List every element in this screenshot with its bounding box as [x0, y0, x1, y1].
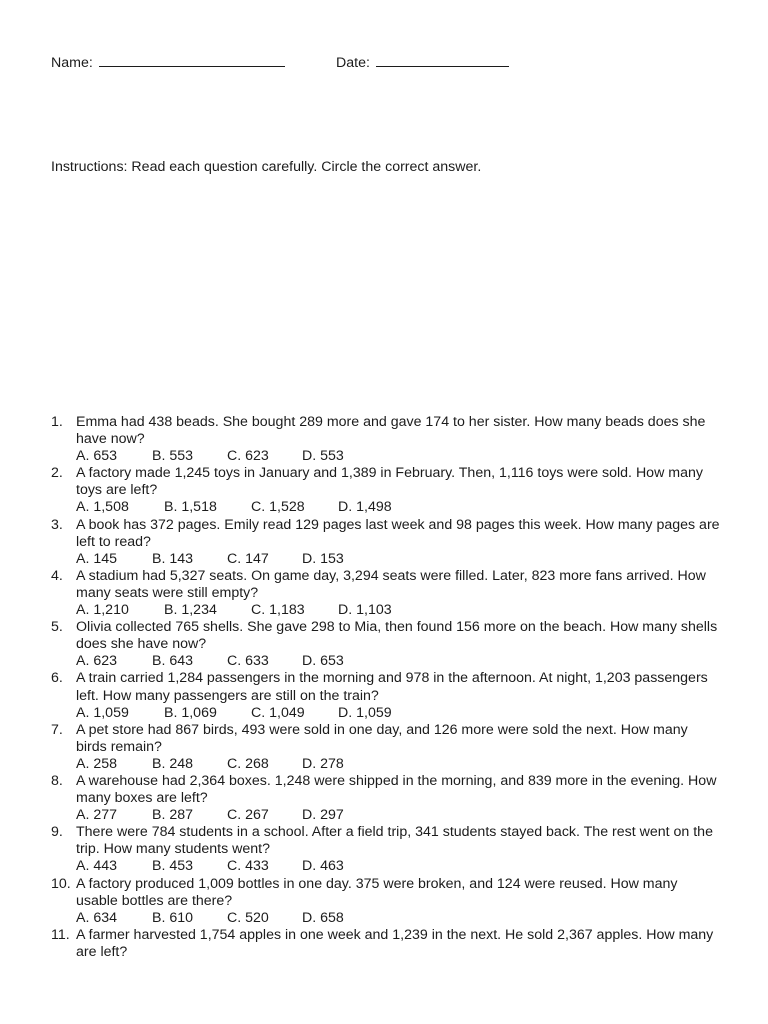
answer-option-d[interactable]: D. 153	[302, 550, 344, 567]
answer-option-a[interactable]: A. 443	[76, 858, 118, 875]
question-number: 3.	[51, 516, 63, 533]
question-text: Olivia collected 765 shells. She gave 298 to Mia, then found 156 more on the beach. How many shells does she have now?	[76, 619, 718, 653]
answer-option-a[interactable]: A. 1,508	[76, 499, 129, 516]
question-item	[51, 773, 721, 824]
question-item	[51, 465, 721, 516]
answer-option-b[interactable]: B. 643	[152, 653, 194, 670]
answer-options	[76, 448, 721, 465]
answer-option-c[interactable]: C. 433	[227, 858, 269, 875]
question-number: 5.	[51, 619, 63, 636]
question-number: 9.	[51, 824, 63, 841]
answer-option-b[interactable]: B. 1,518	[164, 499, 217, 516]
answer-options	[76, 910, 721, 927]
answer-option-c[interactable]: C. 633	[227, 653, 269, 670]
question-number: 7.	[51, 721, 63, 738]
answer-option-a[interactable]: A. 623	[76, 653, 118, 670]
question-item	[51, 517, 721, 568]
answer-options	[76, 858, 721, 875]
answer-option-b[interactable]: B. 1,234	[164, 602, 217, 619]
question-text: A book has 372 pages. Emily read 129 pages last week and 98 pages this week. How many pages are left to read?	[76, 516, 720, 550]
answer-options	[76, 653, 721, 670]
answer-options	[76, 807, 721, 824]
answer-option-d[interactable]: D. 553	[302, 448, 344, 465]
answer-option-d[interactable]: D. 463	[302, 858, 344, 875]
answer-option-d[interactable]: D. 1,103	[338, 602, 392, 619]
question-number: 6.	[51, 670, 63, 687]
question-item	[51, 414, 721, 465]
answer-option-a[interactable]: A. 1,059	[76, 704, 129, 721]
question-text: A stadium had 5,327 seats. On game day, 3,294 seats were filled. Later, 823 more fans arrived. How many seats were still empty?	[76, 567, 706, 601]
answer-option-d[interactable]: D. 297	[302, 807, 344, 824]
date-field[interactable]	[336, 53, 509, 72]
question-item	[51, 824, 721, 875]
question-text: A pet store had 867 birds, 493 were sold in one day, and 126 more were sold the next. How many birds remain?	[76, 721, 688, 755]
question-item	[51, 722, 721, 773]
answer-option-c[interactable]: C. 520	[227, 909, 269, 926]
answer-option-c[interactable]: C. 1,183	[251, 602, 305, 619]
answer-option-b[interactable]: B. 453	[152, 858, 194, 875]
question-number: 10.	[51, 875, 71, 892]
question-text: A warehouse had 2,364 boxes. 1,248 were shipped in the morning, and 839 more in the evening. How many boxes are left?	[76, 772, 717, 807]
name-blank-line[interactable]	[99, 53, 285, 67]
answer-option-b[interactable]: B. 248	[152, 755, 194, 772]
answer-option-a[interactable]: A. 653	[76, 448, 118, 465]
date-blank-line[interactable]	[376, 53, 509, 67]
answer-option-b[interactable]: B. 610	[152, 909, 194, 926]
question-item	[51, 876, 721, 927]
name-field[interactable]	[51, 53, 285, 72]
answer-options	[76, 756, 721, 773]
question-text: A farmer harvested 1,754 apples in one week and 1,239 in the next. He sold 2,367 apples. How many are left?	[76, 926, 714, 960]
question-number: 8.	[51, 772, 63, 789]
answer-option-c[interactable]: C. 147	[227, 550, 269, 567]
answer-options	[76, 551, 721, 568]
question-text: A train carried 1,284 passengers in the morning and 978 in the afternoon. At night, 1,203 passengers left. How many passengers are still on the train?	[76, 670, 708, 704]
question-number: 1.	[51, 414, 63, 430]
question-text: There were 784 students in a school. After a field trip, 341 students stayed back. The rest went on the trip. How many students went?	[76, 824, 713, 858]
name-label: Name:	[51, 55, 93, 71]
answer-option-a[interactable]: A. 277	[76, 807, 118, 824]
question-text: A factory produced 1,009 bottles in one day. 375 were broken, and 124 were reused. How many usable bottles are there?	[76, 875, 678, 909]
answer-option-d[interactable]: D. 658	[302, 909, 344, 926]
question-item	[51, 568, 721, 619]
answer-option-c[interactable]: C. 268	[227, 755, 269, 772]
answer-option-c[interactable]: C. 1,049	[251, 704, 305, 721]
answer-option-d[interactable]: D. 1,498	[338, 499, 392, 516]
instructions-text: Instructions: Read each question carefully. Circle the correct answer.	[51, 159, 482, 175]
question-text: A factory made 1,245 toys in January and 1,389 in February. Then, 1,116 toys were sold. How many toys are left?	[76, 465, 703, 499]
answer-option-d[interactable]: D. 278	[302, 755, 344, 772]
answer-option-c[interactable]: C. 267	[227, 807, 269, 824]
answer-option-b[interactable]: B. 1,069	[164, 704, 217, 721]
question-item	[51, 927, 721, 961]
answer-option-a[interactable]: A. 145	[76, 550, 118, 567]
question-number: 2.	[51, 465, 63, 482]
answer-option-a[interactable]: A. 1,210	[76, 602, 129, 619]
answer-option-c[interactable]: C. 623	[227, 448, 269, 465]
answer-option-d[interactable]: D. 1,059	[338, 704, 392, 721]
question-number: 11.	[51, 926, 70, 943]
answer-option-b[interactable]: B. 143	[152, 550, 194, 567]
answer-options	[76, 602, 721, 619]
answer-options	[76, 499, 721, 516]
question-list	[51, 414, 721, 961]
question-number: 4.	[51, 567, 63, 584]
question-item	[51, 619, 721, 670]
answer-option-a[interactable]: A. 258	[76, 755, 118, 772]
header	[51, 53, 551, 71]
question-item	[51, 670, 721, 721]
answer-option-b[interactable]: B. 287	[152, 807, 194, 824]
answer-option-a[interactable]: A. 634	[76, 909, 118, 926]
question-text: Emma had 438 beads. She bought 289 more and gave 174 to her sister. How many beads does she have now?	[76, 414, 706, 448]
answer-options	[76, 705, 721, 722]
answer-option-b[interactable]: B. 553	[152, 448, 194, 465]
answer-option-d[interactable]: D. 653	[302, 653, 344, 670]
date-label: Date:	[336, 55, 370, 71]
answer-option-c[interactable]: C. 1,528	[251, 499, 305, 516]
